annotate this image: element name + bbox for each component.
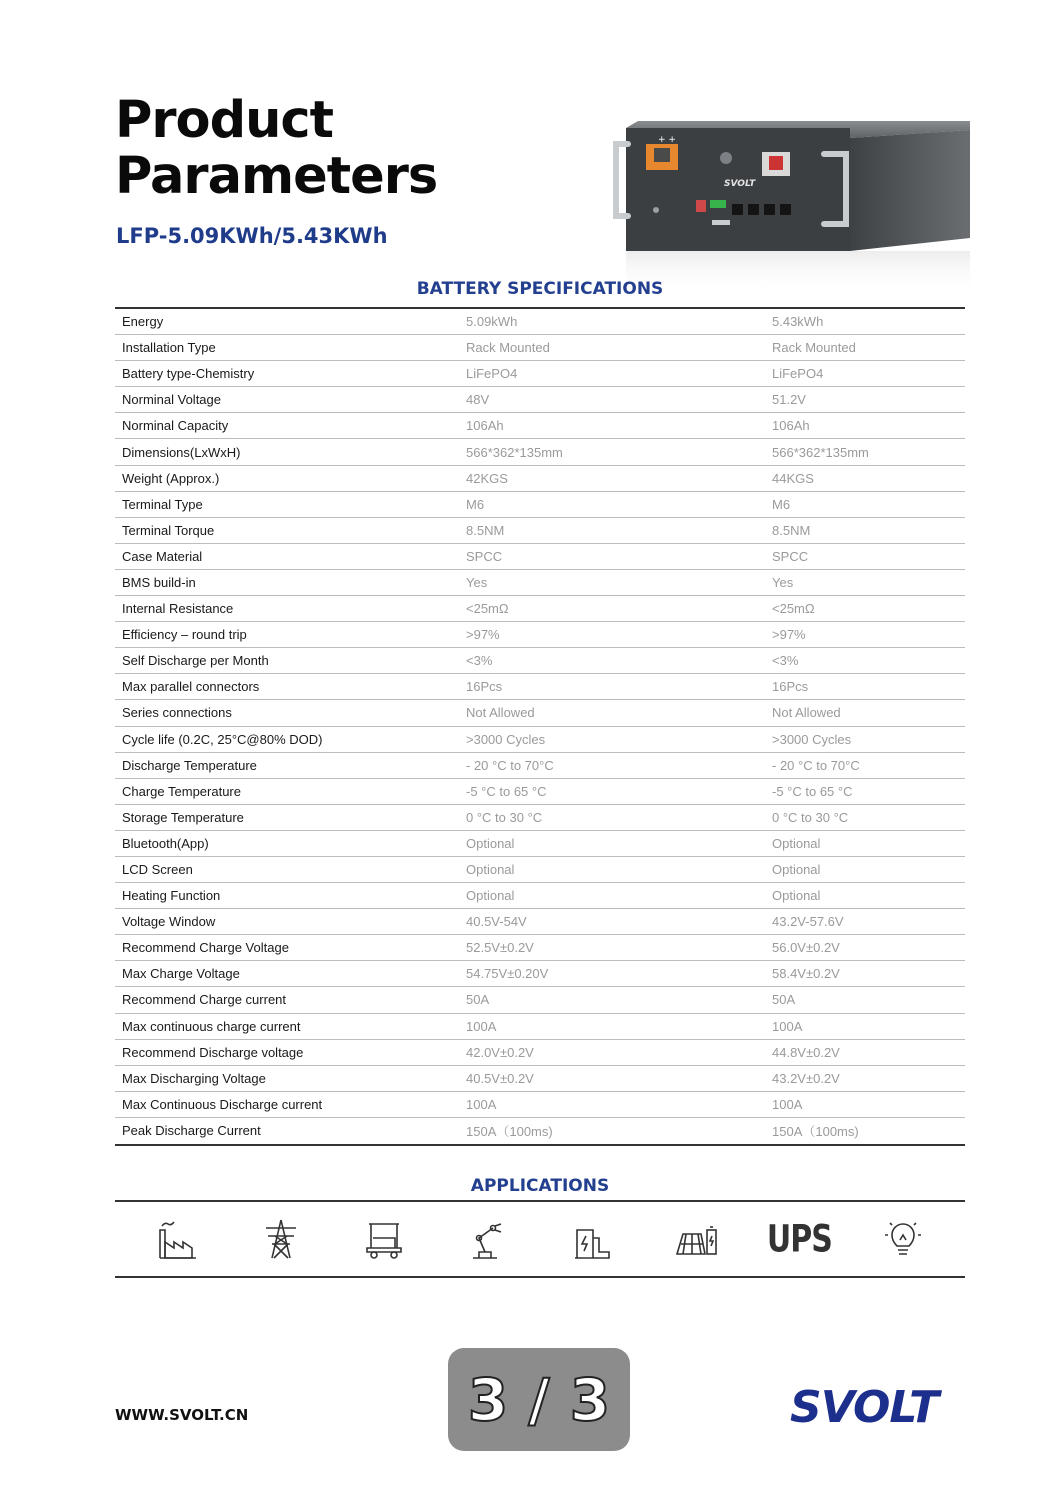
applications-heading: APPLICATIONS [470, 1176, 610, 1196]
table-row [115, 987, 965, 1013]
spec-parameter-cell: Battery type-Chemistry [122, 366, 255, 382]
table-row [115, 309, 965, 335]
spec-parameter-cell: Norminal Voltage [122, 392, 221, 408]
spec-value-5-09kwh-cell: >97% [466, 627, 500, 643]
svolt-logo: SVOLT [790, 1382, 939, 1433]
golf-cart-icon [361, 1216, 407, 1262]
spec-value-5-43kwh-cell: 0 °C to 30 °C [772, 809, 849, 825]
factory-icon [154, 1216, 200, 1262]
spec-value-5-43kwh-cell: 43.2V±0.2V [772, 1070, 840, 1086]
spec-value-5-43kwh-cell: <25mΩ [772, 601, 815, 617]
spec-value-5-09kwh-cell: >3000 Cycles [466, 731, 546, 747]
table-row [115, 570, 965, 596]
spec-value-5-43kwh-cell: 58.4V±0.2V [772, 966, 840, 982]
page-indicator: 3 / 3 [448, 1348, 630, 1451]
spec-value-5-09kwh-cell: SPCC [466, 548, 503, 564]
spec-parameter-cell: Peak Discharge Current [122, 1123, 261, 1139]
spec-parameter-cell: Dimensions(LxWxH) [122, 444, 241, 460]
table-row [115, 335, 965, 361]
spec-value-5-09kwh-cell: 566*362*135mm [466, 444, 563, 460]
ev-charging-icon [569, 1216, 615, 1262]
spec-value-5-43kwh-cell: 43.2V-57.6V [772, 914, 844, 930]
spec-value-5-09kwh-cell: - 20 °C to 70°C [466, 757, 554, 773]
spec-value-5-09kwh-cell: 42KGS [466, 470, 508, 486]
table-row [115, 779, 965, 805]
spec-value-5-09kwh-cell: -5 °C to 65 °C [466, 783, 547, 799]
spec-value-5-09kwh-cell: 0 °C to 30 °C [466, 809, 543, 825]
spec-value-5-43kwh-cell: 150A（100ms) [772, 1124, 859, 1140]
spec-value-5-43kwh-cell: >3000 Cycles [772, 731, 852, 747]
light-bulb-icon [880, 1216, 926, 1262]
spec-parameter-cell: Discharge Temperature [122, 757, 257, 773]
panel-brand-label: SVOLT [724, 179, 756, 189]
spec-value-5-43kwh-cell: - 20 °C to 70°C [772, 757, 860, 773]
table-row [115, 596, 965, 622]
spec-value-5-09kwh-cell: Not Allowed [466, 705, 535, 721]
spec-parameter-cell: Recommend Discharge voltage [122, 1044, 304, 1060]
battery-specifications-table [115, 307, 965, 1146]
table-row [115, 413, 965, 439]
title-line-1: Product [115, 91, 333, 150]
table-row [115, 935, 965, 961]
spec-value-5-09kwh-cell: <25mΩ [466, 601, 509, 617]
table-row [115, 1066, 965, 1092]
solar-battery-icon [673, 1216, 719, 1262]
table-row [115, 622, 965, 648]
table-row [115, 518, 965, 544]
spec-value-5-09kwh-cell: 16Pcs [466, 679, 503, 695]
spec-value-5-09kwh-cell: <3% [466, 653, 493, 669]
table-row [115, 1014, 965, 1040]
spec-parameter-cell: Energy [122, 314, 164, 330]
spec-value-5-43kwh-cell: 106Ah [772, 418, 810, 434]
spec-parameter-cell: BMS build-in [122, 574, 196, 590]
table-row [115, 727, 965, 753]
spec-value-5-09kwh-cell: 40.5V±0.2V [466, 1070, 534, 1086]
spec-parameter-cell: Max Charge Voltage [122, 966, 240, 982]
table-row [115, 648, 965, 674]
spec-parameter-cell: Efficiency – round trip [122, 627, 247, 643]
spec-value-5-09kwh-cell: Yes [466, 574, 488, 590]
spec-parameter-cell: LCD Screen [122, 862, 193, 878]
spec-parameter-cell: Charge Temperature [122, 783, 241, 799]
table-row [115, 1040, 965, 1066]
table-row [115, 439, 965, 465]
battery-product-image [598, 108, 978, 298]
spec-value-5-43kwh-cell: M6 [772, 496, 791, 512]
spec-value-5-09kwh-cell: 106Ah [466, 418, 504, 434]
spec-value-5-43kwh-cell: LiFePO4 [772, 366, 824, 382]
spec-value-5-09kwh-cell: 100A [466, 1018, 497, 1034]
spec-value-5-09kwh-cell: 50A [466, 992, 490, 1008]
table-row [115, 857, 965, 883]
spec-value-5-43kwh-cell: Optional [772, 835, 821, 851]
spec-parameter-cell: Storage Temperature [122, 809, 244, 825]
table-row [115, 1092, 965, 1118]
spec-value-5-09kwh-cell: Optional [466, 862, 515, 878]
spec-value-5-09kwh-cell: LiFePO4 [466, 366, 518, 382]
applications-icon-row [115, 1200, 965, 1278]
spec-value-5-43kwh-cell: Rack Mounted [772, 340, 856, 356]
spec-value-5-09kwh-cell: 100A [466, 1096, 497, 1112]
spec-parameter-cell: Max parallel connectors [122, 679, 260, 695]
robot-arm-icon [465, 1216, 511, 1262]
spec-parameter-cell: Self Discharge per Month [122, 653, 269, 669]
spec-parameter-cell: Series connections [122, 705, 232, 721]
ups-icon [766, 1216, 832, 1262]
table-row [115, 466, 965, 492]
spec-value-5-09kwh-cell: 150A（100ms) [466, 1124, 553, 1140]
page-title [115, 93, 437, 205]
spec-parameter-cell: Norminal Capacity [122, 418, 229, 434]
spec-value-5-09kwh-cell: 5.09kWh [466, 314, 518, 330]
spec-value-5-43kwh-cell: 44KGS [772, 470, 814, 486]
spec-value-5-43kwh-cell: 50A [772, 992, 796, 1008]
spec-value-5-09kwh-cell: M6 [466, 496, 485, 512]
spec-value-5-43kwh-cell: 100A [772, 1096, 803, 1112]
spec-parameter-cell: Cycle life (0.2C, 25°C@80% DOD) [122, 731, 323, 747]
website-url[interactable]: WWW.SVOLT.CN [115, 1406, 249, 1424]
spec-value-5-43kwh-cell: 51.2V [772, 392, 806, 408]
spec-value-5-09kwh-cell: 8.5NM [466, 522, 505, 538]
page-subtitle: LFP-5.09KWh/5.43KWh [116, 224, 388, 248]
spec-parameter-cell: Recommend Charge current [122, 992, 287, 1008]
table-row [115, 674, 965, 700]
spec-value-5-43kwh-cell: -5 °C to 65 °C [772, 783, 853, 799]
spec-parameter-cell: Terminal Type [122, 496, 203, 512]
spec-value-5-09kwh-cell: Rack Mounted [466, 340, 550, 356]
spec-value-5-43kwh-cell: Not Allowed [772, 705, 841, 721]
table-row [115, 1118, 965, 1144]
table-row [115, 544, 965, 570]
spec-value-5-43kwh-cell: <3% [772, 653, 799, 669]
spec-parameter-cell: Weight (Approx.) [122, 470, 220, 486]
spec-value-5-43kwh-cell: >97% [772, 627, 806, 643]
spec-value-5-09kwh-cell: 40.5V-54V [466, 914, 527, 930]
spec-value-5-43kwh-cell: 56.0V±0.2V [772, 940, 840, 956]
spec-parameter-cell: Recommend Charge Voltage [122, 940, 289, 956]
table-row [115, 909, 965, 935]
table-row [115, 961, 965, 987]
spec-value-5-43kwh-cell: 566*362*135mm [772, 444, 869, 460]
table-row [115, 883, 965, 909]
spec-value-5-43kwh-cell: Yes [772, 574, 794, 590]
spec-parameter-cell: Max Discharging Voltage [122, 1070, 266, 1086]
table-row [115, 492, 965, 518]
spec-value-5-43kwh-cell: 5.43kWh [772, 314, 824, 330]
spec-parameter-cell: Max Continuous Discharge current [122, 1096, 323, 1112]
table-row [115, 805, 965, 831]
spec-value-5-43kwh-cell: 8.5NM [772, 522, 811, 538]
table-row [115, 831, 965, 857]
spec-parameter-cell: Max continuous charge current [122, 1018, 301, 1034]
spec-parameter-cell: Heating Function [122, 888, 221, 904]
spec-value-5-09kwh-cell: 54.75V±0.20V [466, 966, 549, 982]
spec-parameter-cell: Voltage Window [122, 914, 216, 930]
spec-value-5-09kwh-cell: 42.0V±0.2V [466, 1044, 534, 1060]
spec-value-5-43kwh-cell: 16Pcs [772, 679, 809, 695]
ups-label: UPS [766, 1217, 832, 1261]
spec-value-5-43kwh-cell: Optional [772, 862, 821, 878]
spec-value-5-09kwh-cell: Optional [466, 835, 515, 851]
terminal-label: + + [658, 135, 676, 145]
power-tower-icon [258, 1216, 304, 1262]
spec-value-5-09kwh-cell: 48V [466, 392, 490, 408]
spec-parameter-cell: Terminal Torque [122, 522, 215, 538]
spec-parameter-cell: Bluetooth(App) [122, 835, 209, 851]
spec-value-5-09kwh-cell: Optional [466, 888, 515, 904]
spec-value-5-43kwh-cell: Optional [772, 888, 821, 904]
spec-value-5-09kwh-cell: 52.5V±0.2V [466, 940, 534, 956]
spec-value-5-43kwh-cell: 100A [772, 1018, 803, 1034]
spec-value-5-43kwh-cell: 44.8V±0.2V [772, 1044, 840, 1060]
spec-parameter-cell: Internal Resistance [122, 601, 234, 617]
title-line-2: Parameters [115, 147, 438, 206]
spec-parameter-cell: Case Material [122, 548, 203, 564]
table-row [115, 361, 965, 387]
table-row [115, 700, 965, 726]
table-row [115, 753, 965, 779]
table-row [115, 387, 965, 413]
spec-value-5-43kwh-cell: SPCC [772, 548, 809, 564]
battery-specifications-heading: BATTERY SPECIFICATIONS [416, 279, 664, 299]
spec-parameter-cell: Installation Type [122, 340, 216, 356]
